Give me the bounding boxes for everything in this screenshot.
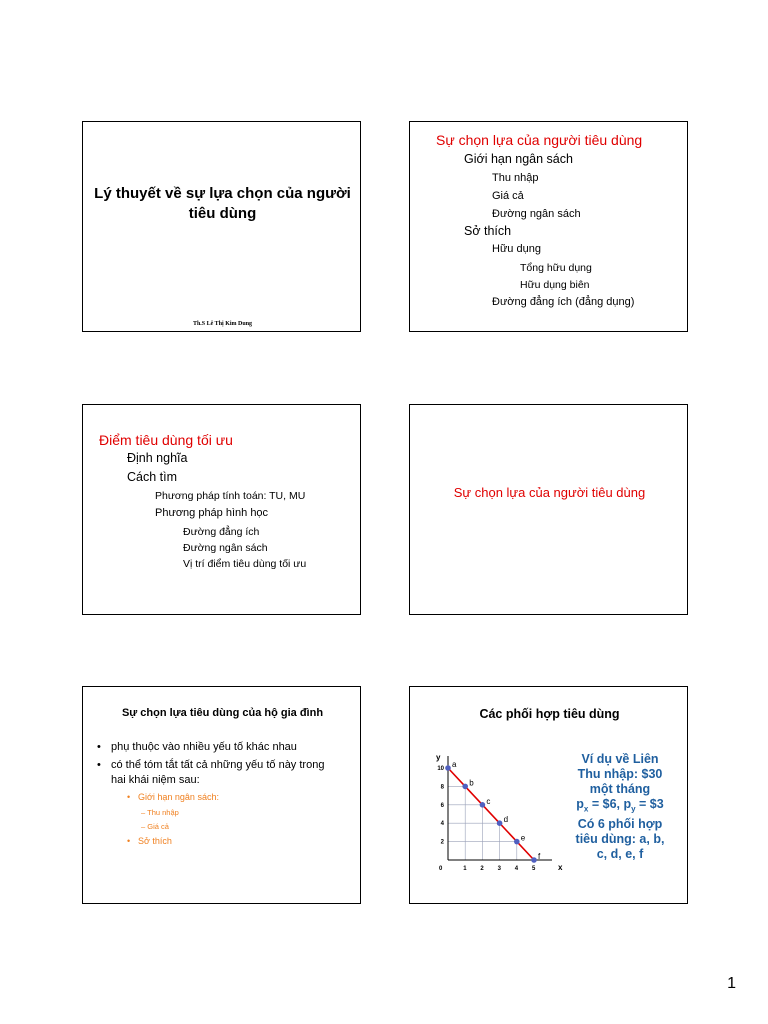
bullet-dot: • <box>127 836 131 846</box>
slide-5-title: Sự chọn lựa tiêu dùng của hộ gia đình <box>121 707 324 719</box>
slide-1 <box>82 121 361 332</box>
x-tick-label: 1 <box>463 866 467 872</box>
slide-2-item: Đường ngân sách <box>492 208 581 220</box>
example-line-3: một tháng <box>589 782 651 796</box>
slide-2-item: Đường đẳng ích (đẳng dụng) <box>492 296 635 308</box>
slide-3-item: Đường đẳng ích <box>183 526 260 538</box>
slide-2-item: Giá cả <box>492 190 524 202</box>
slide-2-title: Sự chọn lựa của người tiêu dùng <box>436 132 643 148</box>
slide-3-item: Định nghĩa <box>127 451 188 465</box>
x-tick-label: 2 <box>480 866 484 872</box>
slide-5-sub-1a: – Thu nhập <box>141 808 179 817</box>
slide-4-title: Sự chọn lựa của người tiêu dùng <box>453 485 646 500</box>
slide-5-sub-1: Giới hạn ngân sách: <box>138 792 219 802</box>
y-tick-label: 6 <box>440 802 444 809</box>
x-tick-label: 3 <box>497 866 501 872</box>
slide-3 <box>82 404 361 615</box>
slide-4 <box>409 404 688 615</box>
slide-2-item: Hữu dụng biên <box>520 279 590 291</box>
x-axis-label: x <box>558 863 563 872</box>
slide-3-title: Điểm tiêu dùng tối ưu <box>99 432 233 448</box>
consumption-chart <box>430 742 580 877</box>
budget-line <box>448 768 534 860</box>
example-line-5: Có 6 phối hợp <box>577 816 663 831</box>
y-axis-label: y <box>436 753 441 762</box>
bullet-dot: • <box>97 759 101 771</box>
slide-3-item: Cách tìm <box>127 470 178 484</box>
example-line-7: c, d, e, f <box>596 846 644 861</box>
slide-2 <box>409 121 688 332</box>
slide-6 <box>409 686 688 904</box>
slide-6-title: Các phối hợp tiêu dùng <box>479 707 620 721</box>
point-label-b: b <box>469 778 474 788</box>
slide-1-author: Th.S Lê Thị Kim Dung <box>192 321 253 327</box>
slide-2-item: Tổng hữu dụng <box>520 262 592 274</box>
y-tick-label: 10 <box>437 766 444 772</box>
example-line-6: tiêu dùng: a, b, <box>575 831 665 846</box>
point-label-d: d <box>503 815 509 825</box>
point-label-f: f <box>538 852 541 861</box>
y-tick-label: 8 <box>440 784 444 791</box>
slide-5-sub-1b: – Giá cả <box>141 822 169 831</box>
y-tick-label: 2 <box>440 839 444 846</box>
point-b <box>462 784 468 790</box>
point-e <box>514 839 520 845</box>
point-label-e: e <box>520 833 526 843</box>
slide-5-bullet-2: có thể tóm tắt tất cả những yếu tố này trong <box>111 759 325 771</box>
point-label-a: a <box>452 760 457 769</box>
slide-2-item: Thu nhập <box>492 172 539 184</box>
slide-5-bullet-2-cont: hai khái niệm sau: <box>111 774 200 786</box>
slide-3-item: Phương pháp hình học <box>155 507 269 519</box>
page-number: 1 <box>727 975 736 992</box>
y-tick-label: 4 <box>440 821 444 828</box>
point-a <box>445 765 451 771</box>
slide-2-item: Hữu dụng <box>492 243 541 255</box>
slide-2-item: Giới hạn ngân sách <box>464 152 573 166</box>
point-c <box>480 802 486 808</box>
point-label-c: c <box>486 796 491 806</box>
x-tick-label: 4 <box>514 866 519 872</box>
bullet-dot: • <box>97 741 101 753</box>
x-tick-label: 5 <box>532 866 536 872</box>
bullet-dot: • <box>127 792 131 802</box>
point-d <box>497 820 503 826</box>
slide-3-item: Vị trí điểm tiêu dùng tối ưu <box>183 558 307 570</box>
slide-3-item: Phương pháp tính toán: TU, MU <box>155 490 306 502</box>
example-box <box>560 752 680 862</box>
point-f <box>531 857 537 863</box>
x-tick-label: 0 <box>439 866 443 872</box>
slide-5-bullet-1: phụ thuộc vào nhiều yếu tố khác nhau <box>111 741 297 753</box>
slide-1-title: Lý thuyết về sự lựa chọn của người tiêu dùng <box>94 185 351 222</box>
example-prices: $p_x$ = $6, $p_y$ = $3 <box>576 797 664 814</box>
slide-2-item: Sở thích <box>464 224 512 238</box>
example-line-2: Thu nhập: $30 <box>577 767 663 781</box>
slide-3-item: Đường ngân sách <box>183 542 268 554</box>
slide-5 <box>82 686 361 904</box>
example-line-1: Ví dụ về Liên <box>581 752 659 766</box>
slide-5-sub-2: Sở thích <box>138 836 172 846</box>
